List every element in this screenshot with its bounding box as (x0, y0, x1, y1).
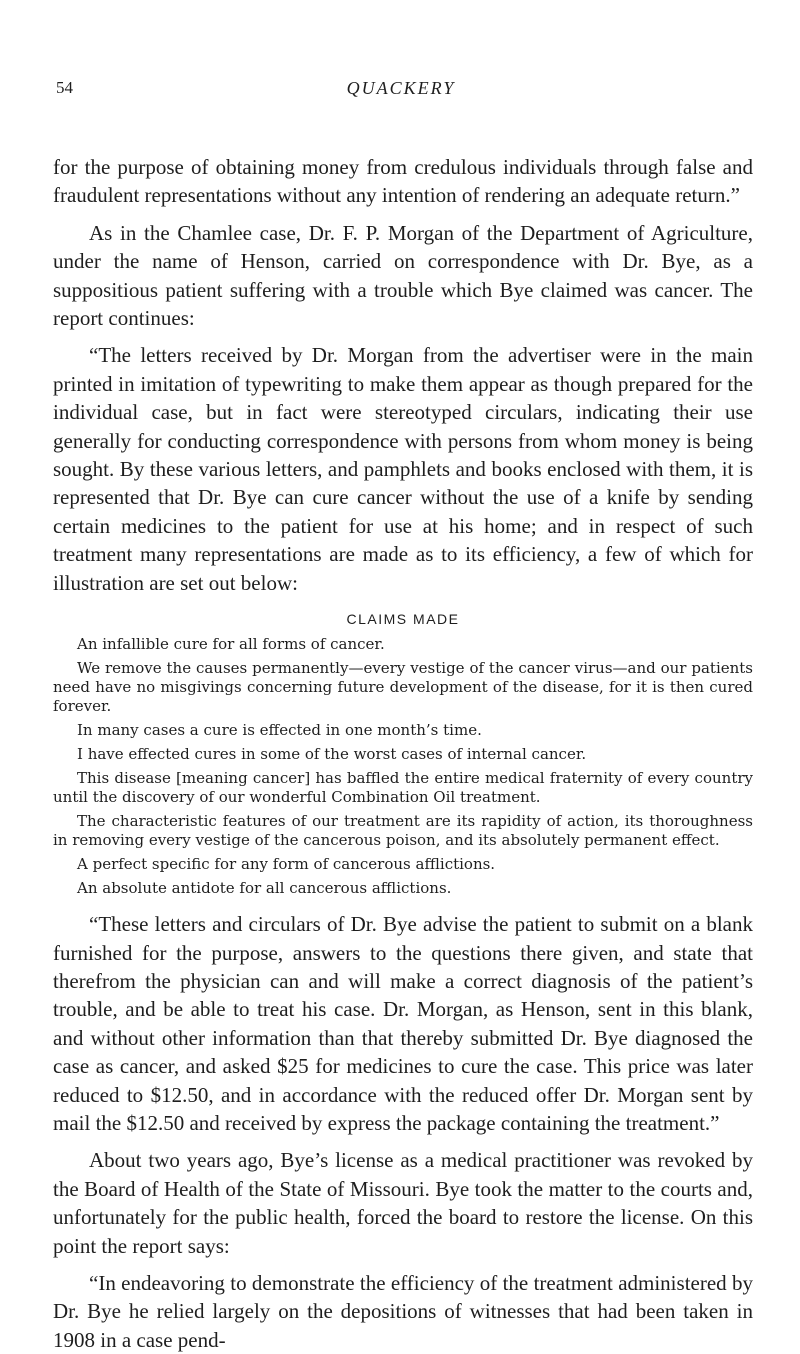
page-number: 54 (56, 78, 73, 97)
running-title: QUACKERY (346, 78, 456, 98)
after-claims (53, 910, 753, 1354)
paragraph-chamlee-case: As in the Chamlee case, Dr. F. P. Morgan of the Department of Agriculture, under the name of Henson, carried on correspondence with Dr. Bye, as a suppositious patient suffering with a trouble which Bye claimed was cancer. The report continues: (53, 220, 753, 331)
claim-item: In many cases a cure is effected in one month’s time. (77, 721, 482, 740)
claim-item: We remove the causes permanently—every vestige of the cancer virus—and our patients need have no misgivings concerning future development of the disease, for it is then cured forever. (53, 659, 753, 716)
paragraph-continuation: for the purpose of obtaining money from credulous individuals through false and fraudulent representations without any intention of rendering an adequate return.” (53, 155, 753, 208)
body-text (53, 153, 753, 1354)
paragraph-depositions: “In endeavoring to demonstrate the efficiency of the treatment administered by Dr. Bye he relied largely on the depositions of witnesses that had been taken in 1908 in a case pend- (53, 1270, 753, 1352)
paragraph-license-revoked: About two years ago, Bye’s license as a medical practitioner was revoked by the Board of Health of the State of Missouri. Bye took the matter to the courts and, unfortunately for the public health, forced the board to restore the license. On this point the report says: (53, 1148, 753, 1258)
paragraph-letters-quote: “The letters received by Dr. Morgan from the advertiser were in the main printed in imitation of typewriting to make them appear as though prepared for the individual case, but in fact were stereotyped circulars, indicating their use generally for conducting correspondence with persons from whom money is being sought. By these various letters, and pamphlets and books enclosed with them, it is represented that Dr. Bye can cure cancer without the use of a knife by sending certain medicines to the patient for use at his home; and in respect of such treatment many representations are made as to its efficiency, a few of which for illustration are set out below: (53, 343, 753, 595)
claim-item: This disease [meaning cancer] has baffled the entire medical fraternity of every country until the discovery of our wonderful Combination Oil treatment. (53, 769, 753, 807)
running-header (56, 78, 746, 108)
claim-item: An absolute antidote for all cancerous afflictions. (77, 879, 452, 898)
claim-item: I have effected cures in some of the worst cases of internal cancer. (77, 745, 587, 764)
claim-item: A perfect specific for any form of cancerous afflictions. (77, 855, 496, 874)
claims-heading: CLAIMS MADE (346, 611, 460, 628)
paragraph-blank-diagnosis: “These letters and circulars of Dr. Bye advise the patient to submit on a blank furnished for the purpose, answers to the questions there given, and state that therefrom the physician can and will make a correct diagnosis of the patient’s trouble, and be able to treat his case. Dr. Morgan, as Henson, sent in this blank, and without other information than that thereby submitted Dr. Bye diagnosed the case as cancer, and asked $25 for medicines to cure the case. This price was later reduced to $12.50, and in accordance with the reduced offer Dr. Morgan sent by mail the $12.50 and received by express the package containing the treatment.” (53, 912, 753, 1135)
claim-item: The characteristic features of our treatment are its rapidity of action, its thoroughness in removing every vestige of the cancerous poison, and its absolutely permanent effect. (53, 812, 753, 850)
claims-section (53, 611, 753, 898)
claim-item: An infallible cure for all forms of cancer. (77, 635, 385, 654)
